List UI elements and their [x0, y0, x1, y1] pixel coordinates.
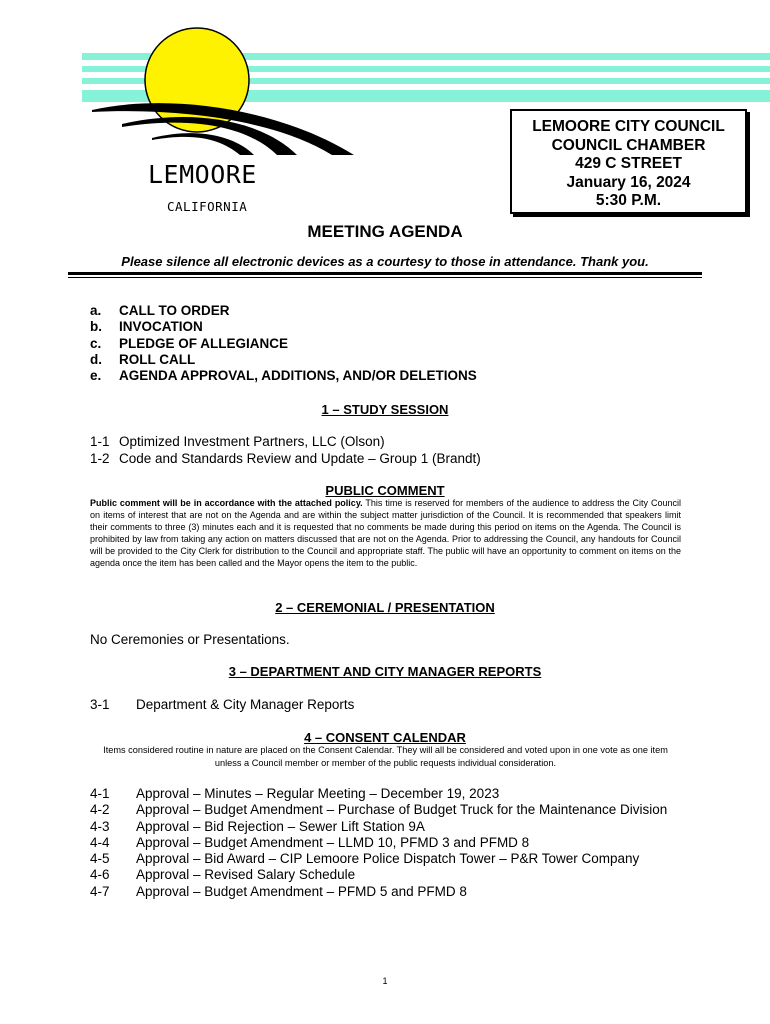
agenda-item	[90, 303, 477, 319]
public-comment-body: This time is reserved for members of the audience to address the City Council on items of interest that are not on the Agenda and are within the subject matter jurisdiction of the Council. It is recommended that speakers limit their comments to three (3) minutes each and it is requested that no comments be made during this period on items on the Agenda. The Council is prohibited by law from taking any action on matters discussed that are not on the Agenda. Prior to addressing the Council, any handouts for Council will be provided to the City Clerk for distribution to the Council and appropriate staff. The public will have an opportunity to comment on items on the agenda once the item has been called and the Mayor opens the item to the public.	[90, 498, 681, 568]
item-number: 4-2	[90, 802, 110, 818]
study-session-list	[90, 434, 481, 467]
item-text: Approval – Bid Rejection – Sewer Lift Station 9A	[136, 818, 425, 834]
consent-item	[90, 786, 682, 802]
study-session-heading: 1 – STUDY SESSION	[321, 402, 449, 417]
item-letter: d.	[90, 351, 102, 367]
item-text: Approval – Minutes – Regular Meeting – December 19, 2023	[136, 786, 500, 801]
item-letter: b.	[90, 319, 102, 335]
item-number: 4-7	[90, 883, 110, 899]
agenda-item	[90, 352, 477, 368]
item-text: AGENDA APPROVAL, ADDITIONS, AND/OR DELETIONS	[119, 368, 477, 384]
street-address: 429 C STREET	[575, 155, 682, 172]
council-name: LEMOORE CITY COUNCIL	[532, 118, 725, 135]
list-item	[90, 451, 481, 468]
meeting-info-box	[510, 109, 747, 214]
item-text: Approval – Revised Salary Schedule	[136, 867, 356, 883]
item-text: ROLL CALL	[119, 351, 196, 367]
item-text: Department & City Manager Reports	[136, 697, 355, 712]
divider	[68, 277, 702, 278]
item-text: CALL TO ORDER	[119, 303, 230, 318]
city-logo	[82, 0, 372, 160]
consent-note: Items considered routine in nature are placed on the Consent Calendar. They will all be considered and voted upon in one vote as one item unless a Council member or member of the public requests individual consideration.	[103, 745, 668, 768]
agenda-item	[90, 336, 477, 352]
item-number: 4-6	[90, 867, 110, 883]
consent-list	[90, 786, 682, 900]
agenda-item	[90, 319, 477, 335]
item-letter: c.	[90, 335, 102, 351]
opening-items	[90, 303, 477, 384]
item-text: Approval – Bid Award – CIP Lemoore Police Dispatch Tower – P&R Tower Company	[136, 851, 640, 867]
item-number: 1-2	[90, 450, 110, 466]
agenda-item	[90, 368, 477, 384]
item-text: Approval – Budget Amendment – PFMD 5 and PFMD 8	[136, 883, 467, 899]
item-number: 4-1	[90, 786, 110, 801]
item-number: 4-5	[90, 851, 110, 867]
page-number: 1	[382, 976, 388, 986]
reports-heading: 3 – DEPARTMENT AND CITY MANAGER REPORTS	[228, 664, 542, 679]
public-comment-heading: PUBLIC COMMENT	[325, 483, 445, 498]
item-number: 4-4	[90, 834, 110, 850]
item-letter: a.	[90, 303, 102, 318]
meeting-time: 5:30 P.M.	[595, 192, 662, 209]
list-item	[90, 697, 354, 714]
item-text: Approval – Budget Amendment – LLMD 10, PFMD 3 and PFMD 8	[136, 834, 530, 850]
consent-heading: 4 – CONSENT CALENDAR	[304, 730, 466, 745]
consent-item	[90, 867, 682, 883]
item-text: Approval – Budget Amendment – Purchase of Budget Truck for the Maintenance Division	[136, 802, 668, 818]
silence-notice: Please silence all electronic devices as a courtesy to those in attendance. Thank you.	[121, 254, 649, 269]
chamber-name: COUNCIL CHAMBER	[551, 136, 706, 154]
item-text: INVOCATION	[119, 319, 203, 335]
item-text: Optimized Investment Partners, LLC (Olson)	[119, 434, 385, 449]
divider	[68, 272, 702, 275]
item-letter: e.	[90, 368, 102, 384]
public-comment-text	[90, 497, 681, 569]
item-number: 1-1	[90, 434, 110, 449]
consent-item	[90, 851, 682, 867]
consent-item	[90, 835, 682, 851]
logo-wordmark: LEMOORE	[148, 160, 257, 189]
item-number: 4-3	[90, 818, 110, 834]
meeting-date: January 16, 2024	[566, 173, 691, 191]
consent-item	[90, 819, 682, 835]
consent-item	[90, 802, 682, 818]
field-swoosh-icon	[92, 103, 354, 155]
consent-item	[90, 884, 682, 900]
item-number: 3-1	[90, 697, 110, 712]
public-comment-lead: Public comment will be in accordance with the attached policy.	[90, 498, 363, 508]
reports-list	[90, 697, 354, 714]
item-text: PLEDGE OF ALLEGIANCE	[119, 335, 289, 351]
list-item	[90, 434, 481, 451]
item-text: Code and Standards Review and Update – Group 1 (Brandt)	[119, 450, 481, 466]
page-title: MEETING AGENDA	[307, 222, 463, 241]
ceremonial-text: No Ceremonies or Presentations.	[90, 632, 290, 647]
logo-state: CALIFORNIA	[167, 199, 248, 214]
ceremonial-heading: 2 – CEREMONIAL / PRESENTATION	[275, 600, 495, 615]
